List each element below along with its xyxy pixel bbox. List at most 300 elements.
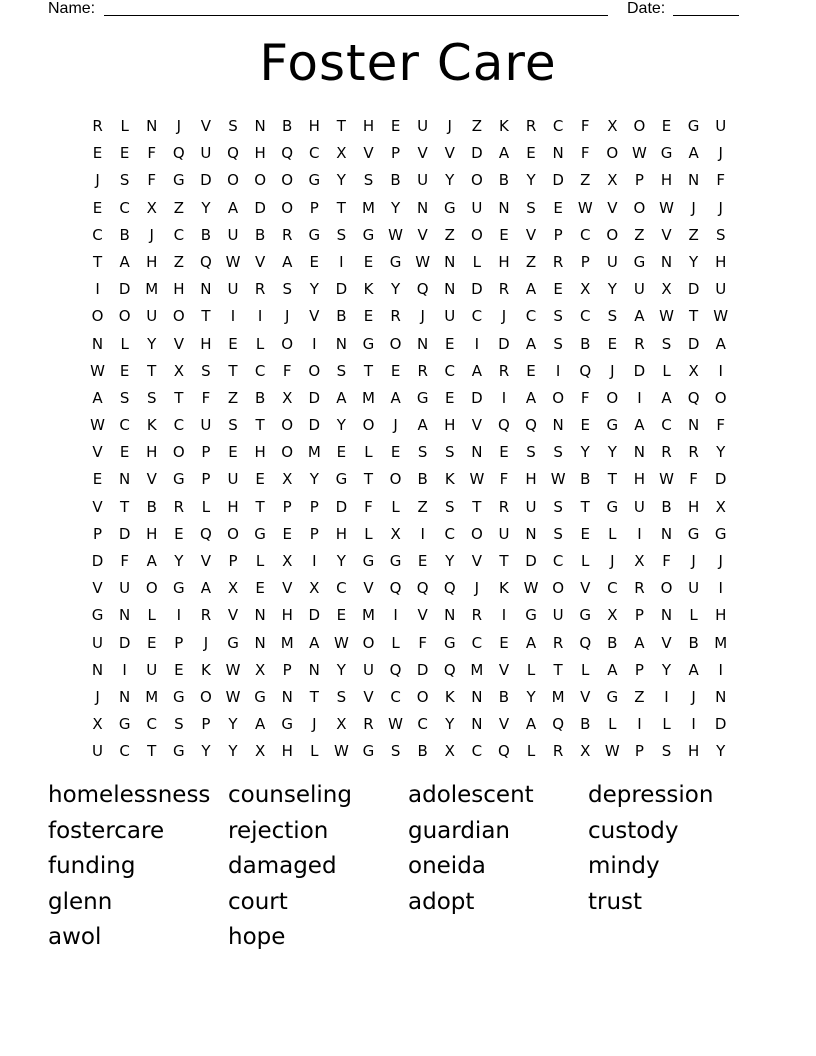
grid-letter: O [308,361,321,380]
grid-letter: P [201,470,211,489]
grid-letter: U [200,416,212,435]
grid-letter: X [715,497,726,516]
grid-letter: Z [634,225,645,244]
grid-letter: C [173,416,185,435]
grid-letter: X [336,144,347,163]
grid-letter: R [498,361,510,380]
grid-letter: G [389,552,402,570]
grid-letter: H [715,606,727,625]
grid-letter: F [689,470,698,489]
grid-letter: J [284,307,290,326]
grid-letter: D [714,470,727,489]
grid-letter: P [553,225,563,244]
grid-letter: N [471,687,483,706]
grid-letter: H [362,117,375,135]
grid-letter: C [336,579,347,598]
grid-letter: P [228,552,238,570]
grid-letter: A [688,144,699,163]
grid-letter: Y [174,552,184,570]
grid-letter: G [362,552,375,570]
grid-letter: U [146,307,158,326]
grid-letter: E [390,361,401,380]
grid-letter: U [227,280,239,299]
grid-letter: W [225,660,241,679]
grid-letter: E [174,660,184,679]
grid-letter: W [333,742,349,761]
grid-letter: D [687,334,700,353]
grid-letter: B [688,633,699,652]
grid-letter: I [637,715,642,734]
grid-letter: T [336,117,346,135]
grid-letter: E [228,334,238,353]
grid-letter: U [200,144,212,163]
grid-letter: N [444,252,456,271]
grid-letter: Y [607,443,617,462]
word-list-item: mindy [588,853,660,880]
grid-letter: S [119,388,130,407]
grid-letter: U [417,171,429,190]
grid-letter: R [552,252,564,271]
grid-letter: N [471,715,483,734]
grid-letter: I [637,388,642,407]
grid-letter: G [227,633,239,652]
grid-letter: E [363,252,374,271]
grid-letter: G [254,524,266,543]
grid-letter: S [146,388,157,407]
grid-letter: N [552,144,564,163]
grid-letter: B [254,225,266,244]
grid-letter: T [553,660,563,679]
grid-letter: E [92,470,103,489]
grid-letter: E [580,524,590,543]
grid-letter: V [282,579,293,598]
grid-letter: U [525,497,537,516]
grid-letter: W [713,307,729,326]
grid-letter: Y [689,252,699,271]
grid-letter: V [200,552,212,570]
grid-letter: O [281,334,294,353]
grid-letter: L [391,633,400,652]
grid-letter: P [309,497,319,516]
grid-letter: D [525,552,537,570]
grid-letter: V [498,715,510,734]
grid-letter: I [664,687,669,706]
grid-letter: V [254,252,266,271]
grid-letter: E [526,361,536,380]
grid-letter: I [718,361,723,380]
grid-letter: H [498,252,510,271]
grid-letter: B [417,470,428,489]
grid-letter: D [471,280,483,299]
grid-letter: S [553,334,563,353]
grid-letter: U [92,742,104,761]
grid-letter: K [363,280,374,299]
grid-letter: M [551,687,565,706]
grid-letter: I [312,552,317,570]
grid-letter: D [308,388,321,407]
grid-letter: I [257,307,263,326]
grid-letter: N [552,416,564,435]
word-list-item: hope [228,924,286,951]
grid-letter: S [445,497,455,516]
grid-letter: I [718,660,723,679]
grid-letter: R [552,742,564,761]
grid-letter: U [417,117,429,135]
grid-letter: C [92,225,103,244]
grid-letter: O [470,171,483,190]
grid-letter: B [580,715,591,734]
grid-letter: Q [416,579,429,598]
grid-letter: E [445,388,455,407]
grid-letter: H [687,742,700,761]
grid-letter: V [173,334,184,353]
grid-letter: A [282,252,293,271]
grid-letter: B [336,307,347,326]
grid-letter: O [281,171,294,190]
grid-letter: I [393,606,398,625]
grid-letter: G [443,633,456,652]
grid-letter: B [254,388,266,407]
grid-letter: N [660,606,673,625]
grid-letter: U [552,606,564,625]
grid-letter: X [688,361,699,380]
grid-letter: L [391,497,400,516]
grid-letter: I [230,307,236,326]
grid-letter: H [173,280,185,299]
grid-letter: Y [336,416,346,435]
grid-letter: D [200,171,212,190]
grid-letter: Y [201,198,211,217]
grid-letter: U [715,280,727,299]
grid-letter: O [389,334,402,353]
grid-letter: Y [661,660,672,679]
grid-letter: E [255,579,265,598]
grid-letter: X [661,280,672,299]
grid-letter: H [200,334,212,353]
grid-letter: E [363,307,374,326]
word-list-item: custody [588,817,679,844]
grid-letter: W [333,633,349,652]
grid-letter: A [254,715,266,734]
grid-letter: E [580,416,590,435]
grid-letter: S [417,443,428,462]
grid-letter: U [688,579,700,598]
word-list-item: damaged [228,853,337,880]
grid-letter: O [633,198,646,217]
grid-letter: E [92,144,103,163]
grid-letter: O [660,579,673,598]
grid-letter: M [145,687,159,706]
grid-letter: F [716,416,726,435]
grid-letter: W [632,144,647,163]
grid-letter: L [310,742,319,761]
grid-letter: L [526,742,536,761]
grid-letter: F [282,361,292,380]
grid-letter: W [523,579,539,598]
name-label: Name: [48,0,96,17]
grid-letter: Z [173,252,184,271]
word-list-item: counseling [228,782,352,808]
grid-letter: B [661,497,672,516]
grid-letter: Y [716,742,726,761]
grid-letter: R [363,715,374,734]
grid-letter: T [255,497,265,516]
grid-letter: Q [443,660,456,679]
grid-letter: R [634,579,645,598]
grid-letter: D [498,334,510,353]
grid-letter: T [255,416,265,435]
grid-letter: O [281,416,294,435]
grid-letter: G [687,117,700,135]
grid-letter: H [687,497,700,516]
grid-letter: G [443,198,456,217]
grid-letter: G [173,470,185,489]
grid-letter: C [254,361,266,380]
grid-letter: X [92,715,103,734]
grid-letter: L [364,443,373,462]
grid-letter: N [687,171,700,190]
word-list-item: oneida [408,853,486,880]
grid-letter: X [634,552,645,570]
grid-letter: C [119,416,130,435]
grid-letter: X [444,742,455,761]
grid-letter: Q [281,144,294,163]
grid-letter: Z [580,171,591,190]
grid-letter: R [173,497,185,516]
grid-letter: X [580,280,591,299]
grid-letter: E [390,443,401,462]
grid-letter: U [633,497,645,516]
grid-letter: M [470,660,484,679]
grid-letter: U [227,225,239,244]
grid-letter: F [662,552,671,570]
word-list-item: adopt [408,888,475,915]
grid-letter: G [579,606,592,625]
grid-letter: G [525,606,537,625]
grid-letter: Q [579,633,592,652]
grid-letter: S [553,443,563,462]
grid-letter: K [444,687,455,706]
word-list-item: glenn [48,888,113,915]
grid-letter: H [715,252,727,271]
grid-letter: X [282,388,293,407]
grid-letter: F [580,388,590,407]
grid-letter: P [391,144,401,163]
grid-letter: O [552,579,565,598]
grid-letter: T [499,552,509,570]
grid-letter: G [173,687,185,706]
grid-letter: V [363,144,374,163]
grid-letter: O [389,470,402,489]
grid-letter: Y [309,470,319,489]
grid-letter: J [176,117,182,135]
date-input-line [673,15,739,16]
grid-letter: I [95,280,100,299]
grid-letter: C [146,715,157,734]
grid-letter: L [120,334,129,353]
grid-letter: S [228,416,238,435]
grid-letter: Q [498,416,510,435]
grid-letter: W [604,742,620,761]
grid-letter: D [118,280,131,299]
grid-letter: J [203,633,209,652]
grid-letter: H [444,416,456,435]
grid-letter: N [119,470,131,489]
grid-letter: J [312,715,317,734]
grid-letter: X [580,742,591,761]
grid-letter: S [119,171,130,190]
grid-letter: N [254,606,266,625]
grid-letter: O [416,687,429,706]
grid-letter: J [691,552,696,570]
grid-letter: A [200,579,212,598]
grid-letter: V [498,660,510,679]
grid-letter: F [580,117,590,135]
grid-letter: E [228,443,238,462]
grid-letter: V [661,633,672,652]
grid-letter: N [254,117,266,135]
grid-letter: Q [389,579,402,598]
grid-letter: F [580,144,590,163]
grid-letter: L [201,497,211,516]
grid-letter: L [526,660,536,679]
grid-letter: U [146,660,158,679]
grid-letter: A [661,388,672,407]
grid-letter: S [336,361,347,380]
grid-letter: Y [445,171,455,190]
grid-letter: R [281,225,293,244]
grid-letter: J [420,307,425,326]
grid-letter: P [201,443,211,462]
grid-letter: P [309,524,319,543]
grid-letter: C [525,307,537,326]
grid-letter: S [336,687,347,706]
grid-letter: H [525,470,537,489]
grid-letter: R [390,307,401,326]
grid-letter: I [718,579,723,598]
grid-letter: T [363,470,374,489]
grid-letter: X [282,470,293,489]
grid-letter: J [95,171,100,190]
grid-letter: O [172,307,185,326]
grid-letter: L [364,524,373,543]
grid-letter: C [471,742,483,761]
grid-letter: L [662,715,671,734]
grid-letter: I [555,361,561,380]
grid-letter: T [363,361,374,380]
grid-letter: J [718,144,723,163]
grid-letter: O [91,307,104,326]
grid-letter: N [335,334,347,353]
grid-letter: O [118,307,131,326]
grid-letter: B [607,633,618,652]
grid-letter: W [90,361,105,380]
grid-letter: T [689,307,699,326]
grid-letter: E [607,334,618,353]
grid-letter: P [282,497,292,516]
grid-letter: I [420,524,425,543]
word-list-item: fostercare [48,817,165,844]
grid-letter: K [499,117,509,135]
grid-letter: U [715,117,727,135]
grid-letter: O [281,443,294,462]
grid-letter: C [444,524,455,543]
grid-letter: G [281,715,294,734]
word-list-item: awol [48,924,102,951]
grid-letter: J [447,117,452,135]
grid-letter: A [525,715,537,734]
grid-letter: Q [200,252,212,271]
grid-letter: S [363,171,374,190]
grid-letter: D [633,361,646,380]
grid-letter: T [336,198,346,217]
grid-letter: J [474,579,480,598]
grid-letter: A [688,660,699,679]
grid-letter: V [580,579,591,598]
grid-letter: T [607,470,617,489]
grid-letter: B [200,225,212,244]
grid-letter: R [661,443,672,462]
grid-letter: U [444,307,456,326]
grid-letter: P [580,252,590,271]
grid-letter: Y [309,280,319,299]
grid-letter: Q [200,524,212,543]
grid-letter: T [147,361,157,380]
grid-letter: C [552,117,564,135]
grid-letter: A [634,307,645,326]
grid-letter: J [393,416,398,435]
word-list-item: homelessness [48,782,211,808]
grid-letter: W [577,198,593,217]
grid-letter: O [362,633,375,652]
grid-letter: C [579,225,591,244]
grid-letter: W [225,687,241,706]
grid-letter: Y [445,715,455,734]
grid-letter: A [525,633,537,652]
grid-letter: T [228,361,238,380]
grid-letter: V [607,198,618,217]
grid-letter: L [689,606,698,625]
grid-letter: G [118,715,131,734]
grid-letter: H [281,742,293,761]
grid-letter: F [147,171,157,190]
grid-letter: D [471,144,483,163]
grid-letter: N [444,606,456,625]
grid-letter: S [228,117,238,135]
grid-letter: G [389,252,402,271]
grid-letter: D [308,606,321,625]
grid-letter: D [416,660,429,679]
grid-letter: B [498,171,510,190]
grid-letter: E [553,198,563,217]
grid-letter: E [526,144,536,163]
grid-letter: N [687,416,700,435]
grid-letter: K [146,416,157,435]
grid-letter: D [118,633,131,652]
grid-letter: Z [471,117,482,135]
grid-letter: E [119,361,130,380]
grid-letter: T [174,388,184,407]
grid-letter: H [146,524,158,543]
grid-letter: X [607,117,618,135]
word-list-item: depression [588,782,714,808]
grid-letter: N [281,687,293,706]
grid-letter: E [282,524,292,543]
grid-letter: F [499,470,509,489]
grid-letter: L [472,252,482,271]
grid-letter: W [90,416,105,435]
grid-letter: N [715,687,727,706]
